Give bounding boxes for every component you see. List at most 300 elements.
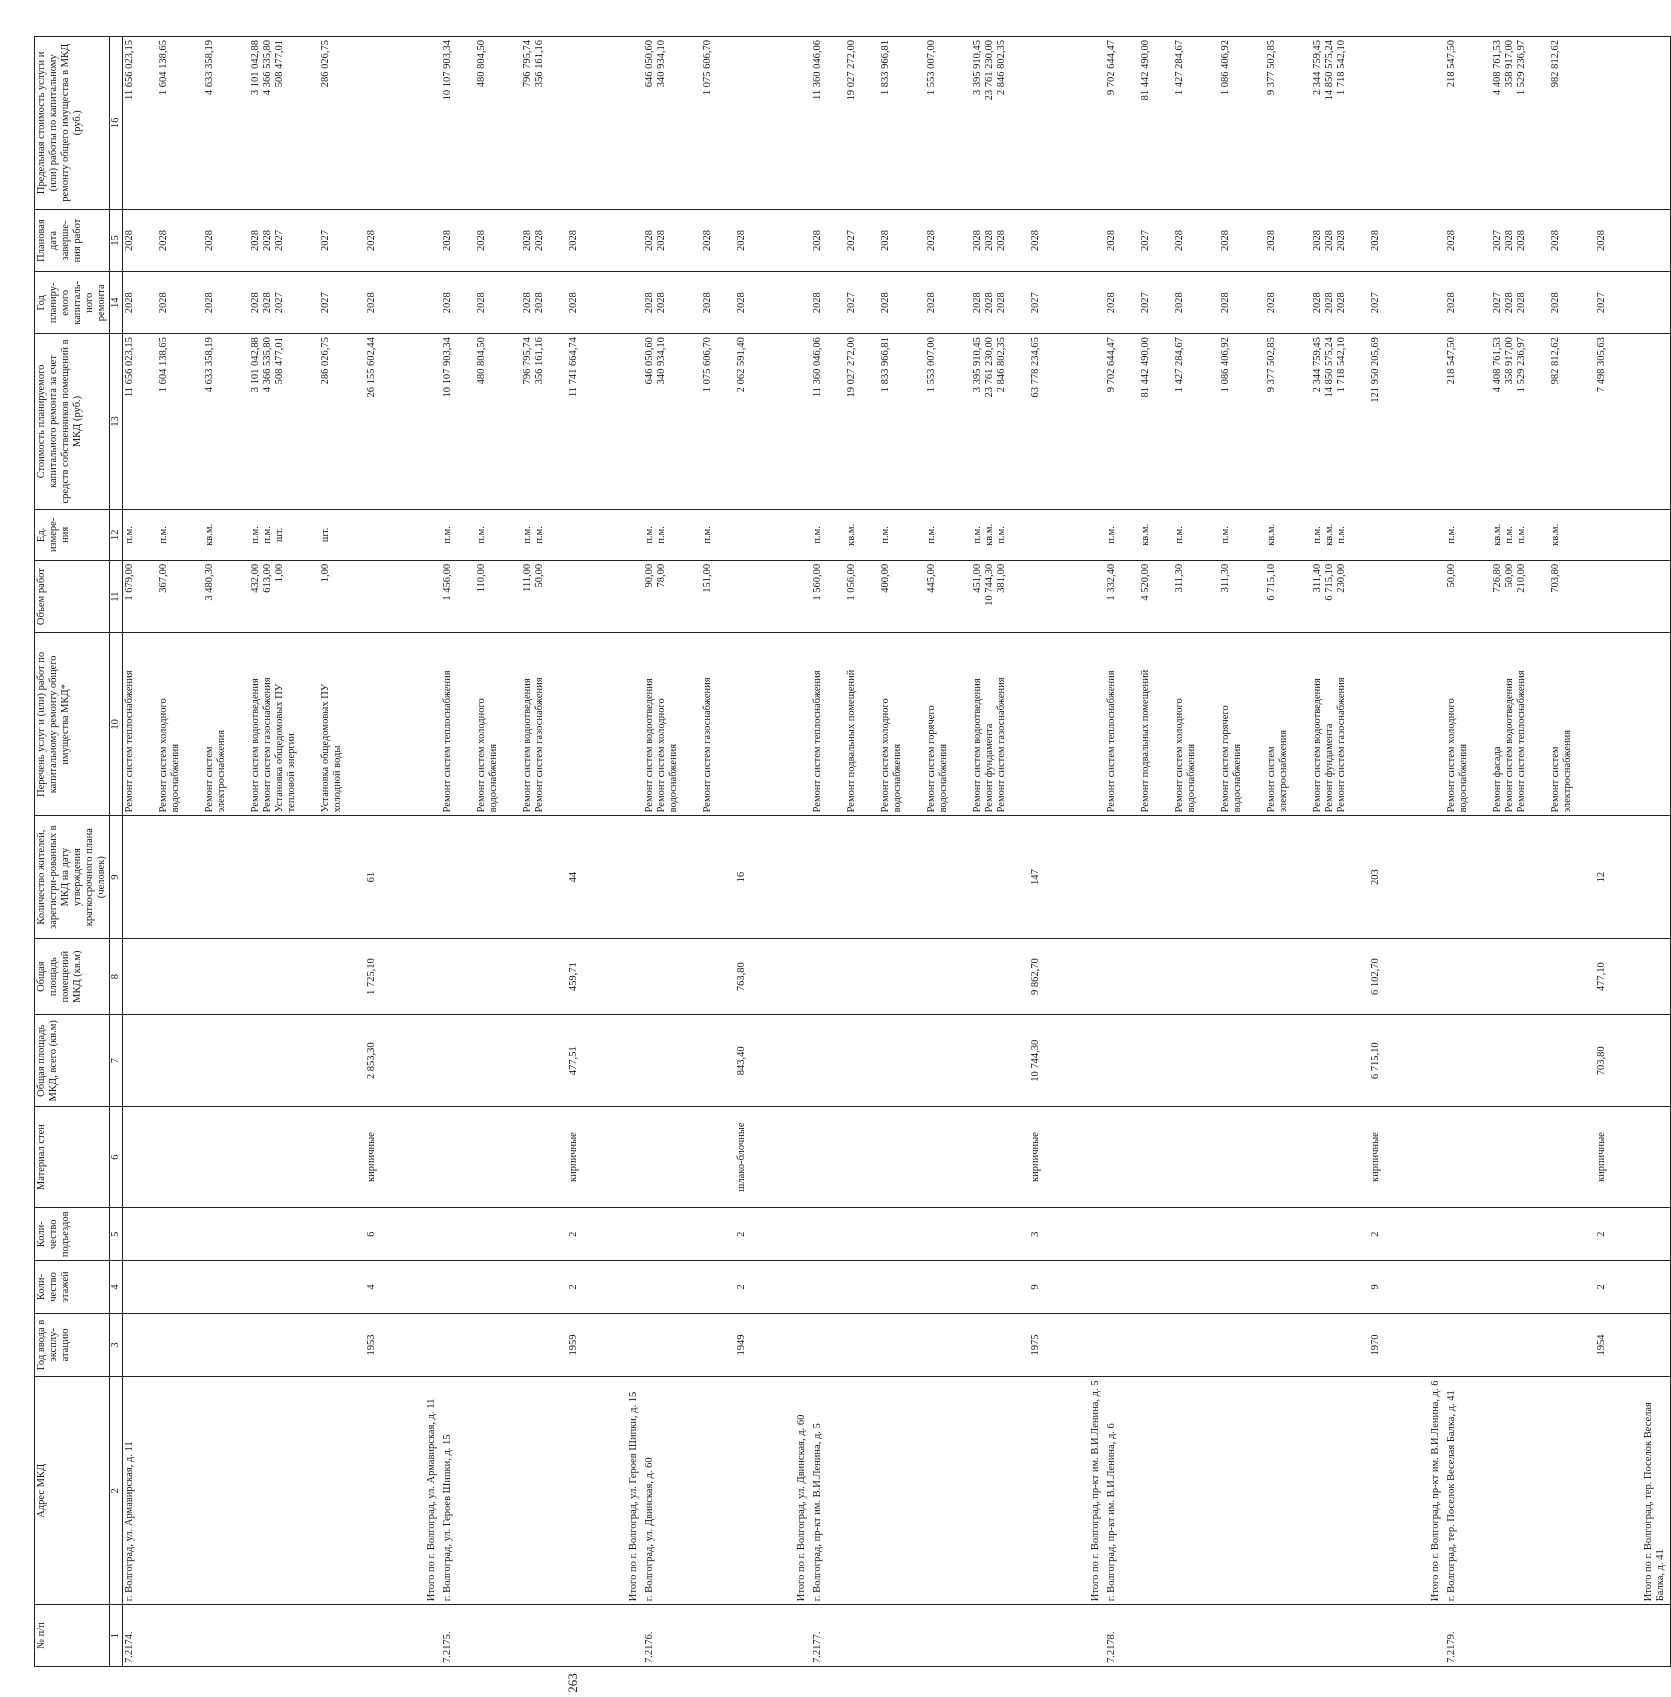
header-cell: Общая площадь МКД, всего (кв.м) xyxy=(35,1015,110,1107)
work-volume: 445,00 xyxy=(925,560,971,632)
premises-area: 6 102,70 xyxy=(1369,938,1445,1015)
completion-date: 2027 xyxy=(1139,209,1173,272)
work-row xyxy=(521,37,567,1667)
work-list xyxy=(735,633,811,816)
row-number: 7.2176. xyxy=(643,1605,701,1667)
work-volume: 367,00 xyxy=(157,560,203,632)
work-item-line: Ремонт систем холодного xyxy=(157,698,169,813)
row-number: 7.2174. xyxy=(123,1605,157,1667)
empty-cell xyxy=(1491,816,1549,938)
work-row xyxy=(1139,37,1173,1667)
empty-cell xyxy=(1445,938,1491,1015)
row-number xyxy=(249,1605,319,1667)
work-row xyxy=(1105,37,1139,1667)
header-cell: Количество жителей, зарегистри-рованных в МКД на дату утверждения краткосрочного плана (человек) xyxy=(35,816,110,938)
repair-plan-table xyxy=(34,36,1671,1667)
cost-limit: 11 656 023,15 xyxy=(123,37,157,210)
row-number xyxy=(475,1605,521,1667)
empty-cell xyxy=(475,1261,521,1313)
empty-cell xyxy=(643,1313,701,1377)
repair-year: 2027 xyxy=(1595,272,1671,334)
empty-cell xyxy=(701,938,735,1015)
work-item xyxy=(522,636,534,812)
repair-year: 2028 xyxy=(475,272,521,334)
column-number: 12 xyxy=(110,509,123,560)
cost-limit: 480 804,50 xyxy=(475,37,521,210)
empty-cell xyxy=(1311,1107,1369,1208)
row-number xyxy=(1219,1605,1265,1667)
repair-year: 2028 2028 xyxy=(521,272,567,334)
repair-year: 2027 xyxy=(845,272,879,334)
work-item-line: Ремонт систем xyxy=(1549,746,1561,813)
total-area: 843,40 xyxy=(735,1015,811,1107)
work-item-line: Ремонт систем водоотведения xyxy=(971,678,983,813)
column-number: 9 xyxy=(110,816,123,938)
repair-year: 2028 2028 xyxy=(643,272,701,334)
work-item xyxy=(1312,636,1324,812)
work-volume: 311,30 xyxy=(1173,560,1219,632)
floors-count: 4 xyxy=(365,1261,441,1313)
work-row xyxy=(203,37,249,1667)
repair-year: 2028 xyxy=(735,272,811,334)
work-volume: 311,40 6 715,10 230,00 xyxy=(1311,560,1369,632)
empty-cell xyxy=(319,1313,365,1377)
completion-date: 2028 xyxy=(203,209,249,272)
empty-cell xyxy=(1265,816,1311,938)
work-unit: кв.м. xyxy=(1265,509,1311,560)
work-row xyxy=(1491,37,1549,1667)
work-item-line: Ремонт систем газоснабжения xyxy=(534,677,545,813)
empty-cell xyxy=(1311,816,1369,938)
row-number xyxy=(1139,1605,1173,1667)
empty-cell xyxy=(1549,1261,1595,1313)
header-cell: Предельная стоимость услуги и (или) работы по капитальному ремонту общего имущества в МКД (руб.) xyxy=(35,37,110,210)
column-number: 5 xyxy=(110,1208,123,1261)
work-unit: кв.м. xyxy=(203,509,249,560)
empty-cell xyxy=(1173,816,1219,938)
work-item xyxy=(1336,636,1348,812)
repair-year: 2027 xyxy=(1139,272,1173,334)
work-row xyxy=(1219,37,1265,1667)
empty-cell xyxy=(1491,1107,1549,1208)
column-number: 4 xyxy=(110,1261,123,1313)
repair-year: 2028 2028 2028 xyxy=(971,272,1029,334)
empty-cell xyxy=(1139,938,1173,1015)
address xyxy=(1139,1377,1173,1605)
work-unit xyxy=(1369,509,1445,560)
empty-cell xyxy=(157,816,203,938)
header-cell: Стоимость планируемого капитального ремонта за счет средств собственников помещений в МКД (руб.) xyxy=(35,334,110,510)
completion-date: 2028 xyxy=(1219,209,1265,272)
empty-cell xyxy=(845,1208,879,1261)
work-item-line: водоснабжения xyxy=(1186,743,1197,813)
work-list xyxy=(249,633,319,816)
wall-material: кирпичные xyxy=(1595,1107,1671,1208)
completion-date: 2028 xyxy=(1445,209,1491,272)
built-year: 1975 xyxy=(1029,1313,1105,1377)
completion-date: 2028 xyxy=(157,209,203,272)
empty-cell xyxy=(971,938,1029,1015)
address xyxy=(203,1377,249,1605)
empty-cell xyxy=(521,938,567,1015)
floors-count: 2 xyxy=(567,1261,643,1313)
table-body xyxy=(123,37,1671,1667)
cost-limit: 796 795,74 356 161,16 xyxy=(521,37,567,210)
address xyxy=(1549,1377,1595,1605)
empty-cell xyxy=(521,1107,567,1208)
column-number: 1 xyxy=(110,1605,123,1667)
completion-date: 2028 2028 xyxy=(643,209,701,272)
empty-cell xyxy=(441,938,475,1015)
work-unit: шт. xyxy=(319,509,365,560)
floors-count: 2 xyxy=(1595,1261,1671,1313)
address: г. Волгоград, ул. Героев Шипки, д. 15 xyxy=(441,1377,475,1605)
empty-cell xyxy=(249,938,319,1015)
row-number xyxy=(1595,1605,1671,1667)
empty-cell xyxy=(1265,1208,1311,1261)
owner-cost: 121 950 205,69 xyxy=(1369,334,1445,510)
cost-limit: 2 344 759,45 14 850 575,24 1 718 542,10 xyxy=(1311,37,1369,210)
repair-year: 2028 xyxy=(1219,272,1265,334)
work-unit: п.м. xyxy=(1219,509,1265,560)
work-volume: 1 332,40 xyxy=(1105,560,1139,632)
work-unit: п.м. xyxy=(925,509,971,560)
empty-cell xyxy=(1173,1107,1219,1208)
empty-cell xyxy=(811,1261,845,1313)
empty-cell xyxy=(1445,1208,1491,1261)
work-item xyxy=(476,636,500,812)
empty-cell xyxy=(1219,816,1265,938)
work-row xyxy=(1173,37,1219,1667)
empty-cell xyxy=(249,1208,319,1261)
owner-cost: 63 778 234,65 xyxy=(1029,334,1105,510)
empty-cell xyxy=(879,1107,925,1208)
empty-cell xyxy=(879,1313,925,1377)
work-item-line: электроснабжения xyxy=(216,729,227,813)
work-item xyxy=(204,636,228,812)
empty-cell xyxy=(1549,1208,1595,1261)
total-area: 10 744,30 xyxy=(1029,1015,1105,1107)
empty-cell xyxy=(203,1208,249,1261)
cost-limit: 3 101 042,88 4 366 535,80 508 477,01 xyxy=(249,37,319,210)
header-cell: Адрес МКД xyxy=(35,1377,110,1605)
total-row xyxy=(1369,37,1445,1667)
work-item-line: Ремонт систем холодного xyxy=(879,698,891,813)
column-number: 7 xyxy=(110,1015,123,1107)
owner-cost: 1 075 606,70 xyxy=(701,334,735,510)
work-volume: 726,80 50,00 210,00 xyxy=(1491,560,1549,632)
row-number xyxy=(1491,1605,1549,1667)
empty-cell xyxy=(1549,1313,1595,1377)
work-item-line: водоснабжения xyxy=(488,743,499,813)
empty-cell xyxy=(845,816,879,938)
work-item-line: Ремонт систем водоотведения xyxy=(1311,678,1323,813)
floors-count: 2 xyxy=(735,1261,811,1313)
cost-limit xyxy=(1029,37,1105,210)
empty-cell xyxy=(811,938,845,1015)
empty-cell xyxy=(811,1208,845,1261)
work-unit: п.м. п.м. шт. xyxy=(249,509,319,560)
empty-cell xyxy=(441,1313,475,1377)
work-list xyxy=(441,633,475,816)
entrances-count: 2 xyxy=(1595,1208,1671,1261)
row-number xyxy=(971,1605,1029,1667)
work-volume: 451,00 10 744,30 381,00 xyxy=(971,560,1029,632)
work-row xyxy=(123,37,157,1667)
work-unit xyxy=(365,509,441,560)
empty-cell xyxy=(643,938,701,1015)
empty-cell xyxy=(971,1015,1029,1107)
residents-count: 12 xyxy=(1595,816,1671,938)
empty-cell xyxy=(521,1015,567,1107)
work-volume: 1 456,00 xyxy=(441,560,475,632)
empty-cell xyxy=(1173,1015,1219,1107)
completion-date: 2028 xyxy=(1369,209,1445,272)
completion-date: 2027 2028 2028 xyxy=(1491,209,1549,272)
empty-cell xyxy=(1105,1015,1139,1107)
empty-cell xyxy=(1105,816,1139,938)
wall-material: кирпичные xyxy=(1029,1107,1105,1208)
owner-cost: 9 377 502,85 xyxy=(1265,334,1311,510)
completion-date: 2028 2028 2028 xyxy=(1311,209,1369,272)
work-item xyxy=(984,636,996,812)
header-row xyxy=(35,37,110,1667)
address: г. Волгоград, ул. Армавирская, д. 11 xyxy=(123,1377,157,1605)
work-unit: п.м. кв.м. п.м. xyxy=(1311,509,1369,560)
column-number: 3 xyxy=(110,1313,123,1377)
built-year: 1959 xyxy=(567,1313,643,1377)
completion-date: 2028 xyxy=(1549,209,1595,272)
work-unit: п.м. xyxy=(879,509,925,560)
work-list xyxy=(1595,633,1671,816)
work-list xyxy=(1491,633,1549,816)
work-volume: 90,00 78,00 xyxy=(643,560,701,632)
owner-cost: 11 656 023,15 xyxy=(123,334,157,510)
work-list xyxy=(879,633,925,816)
empty-cell xyxy=(157,1208,203,1261)
owner-cost: 10 107 903,34 xyxy=(441,334,475,510)
repair-year: 2028 xyxy=(365,272,441,334)
work-row xyxy=(1311,37,1369,1667)
work-item xyxy=(972,636,984,812)
row-number xyxy=(203,1605,249,1667)
address xyxy=(1173,1377,1219,1605)
work-list xyxy=(811,633,845,816)
owner-cost: 4 633 358,19 xyxy=(203,334,249,510)
empty-cell xyxy=(521,1313,567,1377)
empty-cell xyxy=(1139,1313,1173,1377)
empty-cell xyxy=(925,1107,971,1208)
empty-cell xyxy=(1549,816,1595,938)
work-row xyxy=(475,37,521,1667)
owner-cost: 982 812,62 xyxy=(1549,334,1595,510)
work-item xyxy=(124,636,136,812)
empty-cell xyxy=(157,938,203,1015)
cost-limit xyxy=(365,37,441,210)
owner-cost: 1 553 007,00 xyxy=(925,334,971,510)
work-list xyxy=(701,633,735,816)
work-volume: 1,00 xyxy=(319,560,365,632)
empty-cell xyxy=(475,1313,521,1377)
row-number: 7.2178. xyxy=(1105,1605,1139,1667)
empty-cell xyxy=(643,1107,701,1208)
repair-year: 2028 xyxy=(1445,272,1491,334)
work-item-line: Ремонт систем теплоснабжения xyxy=(1105,670,1117,813)
cost-limit: 4 408 761,53 358 917,00 1 529 236,97 xyxy=(1491,37,1549,210)
work-item-line: Ремонт систем холодного xyxy=(475,698,487,813)
floors-count: 9 xyxy=(1369,1261,1445,1313)
empty-cell xyxy=(319,938,365,1015)
premises-area: 763,80 xyxy=(735,938,811,1015)
empty-cell xyxy=(879,1208,925,1261)
repair-year: 2028 xyxy=(925,272,971,334)
empty-cell xyxy=(1311,1015,1369,1107)
row-number xyxy=(879,1605,925,1667)
empty-cell xyxy=(1311,1313,1369,1377)
empty-cell xyxy=(701,816,735,938)
work-row xyxy=(845,37,879,1667)
header-cell: Общая площадь помещений МКД (кв.м) xyxy=(35,938,110,1015)
empty-cell xyxy=(123,816,157,938)
owner-cost: 480 804,50 xyxy=(475,334,521,510)
work-item-line: Ремонт систем xyxy=(1265,746,1277,813)
empty-cell xyxy=(319,1107,365,1208)
work-volume: 311,30 xyxy=(1219,560,1265,632)
work-list xyxy=(845,633,879,816)
row-number xyxy=(319,1605,365,1667)
empty-cell xyxy=(971,1261,1029,1313)
empty-cell xyxy=(1445,1313,1491,1377)
total-area: 703,80 xyxy=(1595,1015,1671,1107)
total-row xyxy=(735,37,811,1667)
empty-cell xyxy=(1491,1313,1549,1377)
work-list xyxy=(567,633,643,816)
header-cell: Ед. измере-ния xyxy=(35,509,110,560)
empty-cell xyxy=(1173,938,1219,1015)
work-item-line: Ремонт систем холодного xyxy=(1445,698,1457,813)
entrances-count: 2 xyxy=(735,1208,811,1261)
column-number: 6 xyxy=(110,1107,123,1208)
completion-date: 2028 xyxy=(1595,209,1671,272)
empty-cell xyxy=(845,1107,879,1208)
empty-cell xyxy=(1219,938,1265,1015)
empty-cell xyxy=(925,816,971,938)
work-unit xyxy=(1029,509,1105,560)
cost-limit: 9 702 644,47 xyxy=(1105,37,1139,210)
completion-date: 2028 xyxy=(925,209,971,272)
total-address: Итого по г. Волгоград, ул. Армавирская, д. 11 xyxy=(365,1377,441,1605)
row-number xyxy=(1311,1605,1369,1667)
empty-cell xyxy=(475,938,521,1015)
work-unit: п.м. xyxy=(1173,509,1219,560)
cost-limit xyxy=(567,37,643,210)
row-number xyxy=(365,1605,441,1667)
work-item-line: электроснабжения xyxy=(1278,729,1289,813)
work-unit xyxy=(567,509,643,560)
header-cell: Материал стен xyxy=(35,1107,110,1208)
column-number: 2 xyxy=(110,1377,123,1605)
work-item-line: Ремонт систем xyxy=(203,746,215,813)
empty-cell xyxy=(845,1313,879,1377)
wall-material: кирпичные xyxy=(365,1107,441,1208)
residents-count: 44 xyxy=(567,816,643,938)
work-unit: кв.м. п.м. п.м. xyxy=(1491,509,1549,560)
empty-cell xyxy=(441,816,475,938)
work-row xyxy=(971,37,1029,1667)
empty-cell xyxy=(203,1107,249,1208)
completion-date: 2028 2028 2027 xyxy=(249,209,319,272)
work-item-line: тепловой энергии xyxy=(286,733,298,813)
empty-cell xyxy=(1491,1261,1549,1313)
total-address: Итого по г. Волгоград, пр-кт им. В.И.Ленина, д. 6 xyxy=(1369,1377,1445,1605)
empty-cell xyxy=(1445,1015,1491,1107)
work-list xyxy=(123,633,157,816)
work-list xyxy=(971,633,1029,816)
empty-cell xyxy=(925,1313,971,1377)
work-volume: 110,00 xyxy=(475,560,521,632)
work-list xyxy=(157,633,203,816)
empty-cell xyxy=(643,1015,701,1107)
work-unit: п.м. xyxy=(475,509,521,560)
cost-limit: 1 075 606,70 xyxy=(701,37,735,210)
work-item-line: Ремонт систем газоснабжения xyxy=(262,677,273,813)
work-volume: 6 715,10 xyxy=(1265,560,1311,632)
cost-limit: 286 026,75 xyxy=(319,37,365,210)
empty-cell xyxy=(249,816,319,938)
header-cell: Перечень услуг и (или) работ по капитальному ремонту общего имущества МКД* xyxy=(35,633,110,816)
empty-cell xyxy=(249,1107,319,1208)
premises-area: 459,71 xyxy=(567,938,643,1015)
work-item xyxy=(274,636,298,812)
row-number xyxy=(1369,1605,1445,1667)
row-number: 7.2175. xyxy=(441,1605,475,1667)
cost-limit xyxy=(735,37,811,210)
address xyxy=(925,1377,971,1605)
empty-cell xyxy=(1549,938,1595,1015)
total-area: 6 715,10 xyxy=(1369,1015,1445,1107)
empty-cell xyxy=(1219,1208,1265,1261)
repair-year: 2027 2028 2028 xyxy=(1491,272,1549,334)
work-item-line: Ремонт систем теплоснабжения xyxy=(1516,670,1528,813)
work-item xyxy=(644,636,656,812)
work-list xyxy=(365,633,441,816)
empty-cell xyxy=(1445,1261,1491,1313)
owner-cost: 646 050,60 340 934,10 xyxy=(643,334,701,510)
work-item-line: Установка общедомовых ПУ xyxy=(274,683,286,813)
cost-limit: 19 027 272,00 xyxy=(845,37,879,210)
cost-limit: 982 812,62 xyxy=(1549,37,1595,210)
empty-cell xyxy=(319,1015,365,1107)
row-number: 7.2179. xyxy=(1445,1605,1491,1667)
work-unit: п.м. xyxy=(811,509,845,560)
empty-cell xyxy=(925,1208,971,1261)
empty-cell xyxy=(845,1261,879,1313)
work-row xyxy=(157,37,203,1667)
owner-cost: 4 408 761,53 358 917,00 1 529 236,97 xyxy=(1491,334,1549,510)
header-cell: Год планиру-емого капиталь-ного ремонта xyxy=(35,272,110,334)
work-unit: п.м. xyxy=(157,509,203,560)
address xyxy=(475,1377,521,1605)
work-row xyxy=(1549,37,1595,1667)
address xyxy=(1311,1377,1369,1605)
completion-date: 2028 xyxy=(1029,209,1105,272)
address xyxy=(971,1377,1029,1605)
cost-limit xyxy=(1369,37,1445,210)
total-row xyxy=(365,37,441,1667)
work-volume: 432,00 613,00 1,00 xyxy=(249,560,319,632)
empty-cell xyxy=(1173,1208,1219,1261)
work-item xyxy=(320,636,344,812)
